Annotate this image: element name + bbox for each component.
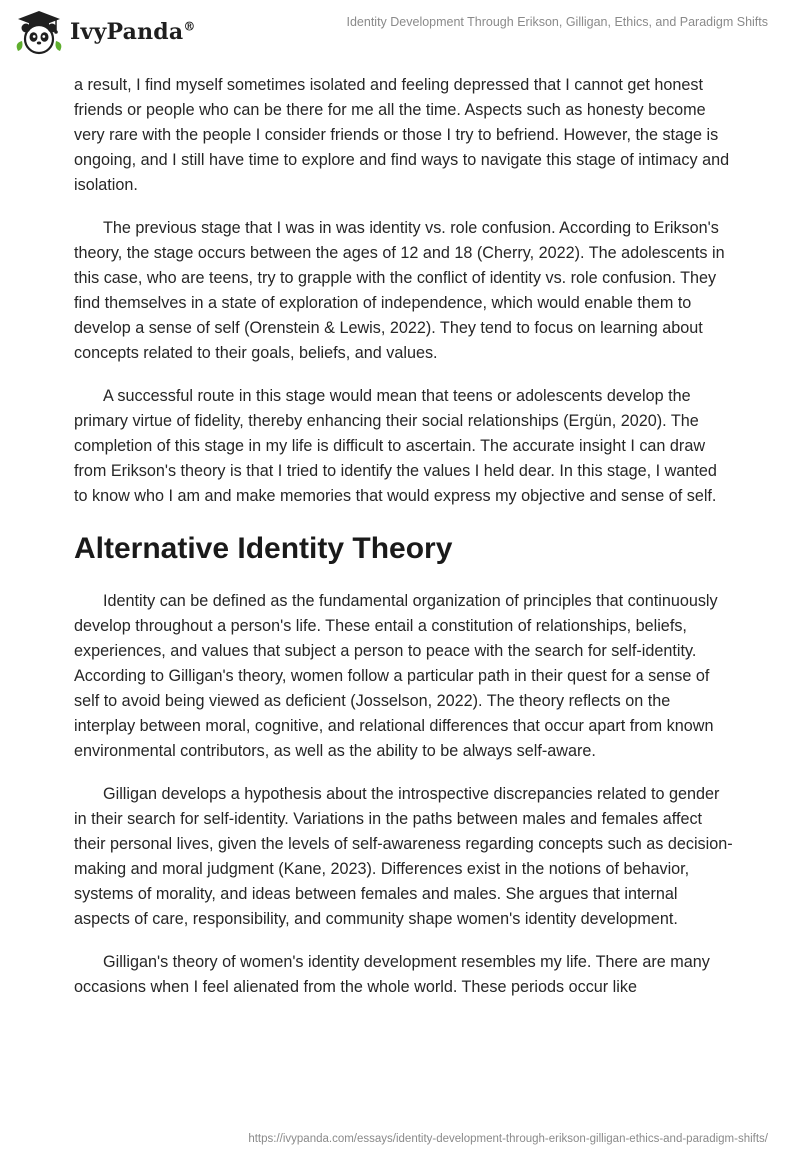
document-title: Identity Development Through Erikson, Gilligan, Ethics, and Paradigm Shifts: [346, 15, 768, 29]
paragraph: A successful route in this stage would mean that teens or adolescents develop the primary virtue of fidelity, thereby enhancing their social relationships (Ergün, 2020). The completion of this stage in my life is difficult to ascertain. The accurate insight I can draw from Erikson's theory is that I tried to identify the values I held dear. In this stage, I wanted to know who I am and make memories that would express my objective and sense of self.: [74, 387, 717, 505]
paragraph: Gilligan's theory of women's identity development resembles my life. There are many occasions when I feel alienated from the whole world. These periods occur like: [74, 953, 710, 996]
page-header: [0, 0, 800, 62]
essay-body: [74, 73, 734, 1018]
section-heading: Alternative Identity Theory: [74, 532, 453, 565]
paragraph: Gilligan develops a hypothesis about the introspective discrepancies related to gender in their search for self-identity. Variations in the paths between males and females affect their personal lives, given the levels of self-awareness regarding concepts such as decision-making and moral judgment (Kane, 2023). Differences exist in the notions of behavior, systems of morality, and ideas between females and males. She argues that internal aspects of care, responsibility, and community shape women's identity development.: [74, 785, 733, 928]
panda-graduation-cap-icon: [14, 9, 64, 55]
brand-name: IvyPanda®: [70, 19, 196, 45]
brand-logo[interactable]: [14, 6, 196, 58]
paragraph: Identity can be defined as the fundamental organization of principles that continuously develop throughout a person's life. These entail a constitution of relationships, beliefs, experiences, and values that subject a person to peace with the search for self-identity. According to Gilligan's theory, women follow a particular path in their quest for a sense of self to avoid being viewed as deficient (Josselson, 2022). The theory reflects on the interplay between moral, cognitive, and relational differences that occur apart from known environmental contributors, as well as the ability to be always self-aware.: [74, 592, 718, 760]
paragraph: The previous stage that I was in was identity vs. role confusion. According to Erikson's theory, the stage occurs between the ages of 12 and 18 (Cherry, 2022). The adolescents in this case, who are teens, try to grapple with the conflict of identity vs. role confusion. They find themselves in a state of exploration of independence, which would enable them to develop a sense of self (Orenstein & Lewis, 2022). They tend to focus on learning about concepts related to their goals, beliefs, and values.: [74, 219, 725, 362]
footer-source-url[interactable]: https://ivypanda.com/essays/identity-development-through-erikson-gilligan-ethics-and-paradigm-shifts/: [248, 1133, 768, 1145]
paragraph: a result, I find myself sometimes isolated and feeling depressed that I cannot get honest friends or people who can be there for me all the time. Aspects such as honesty become very rare with the people I consider friends or those I try to befriend. However, the stage is ongoing, and I still have time to explore and find ways to navigate this stage of intimacy and isolation.: [74, 76, 730, 194]
